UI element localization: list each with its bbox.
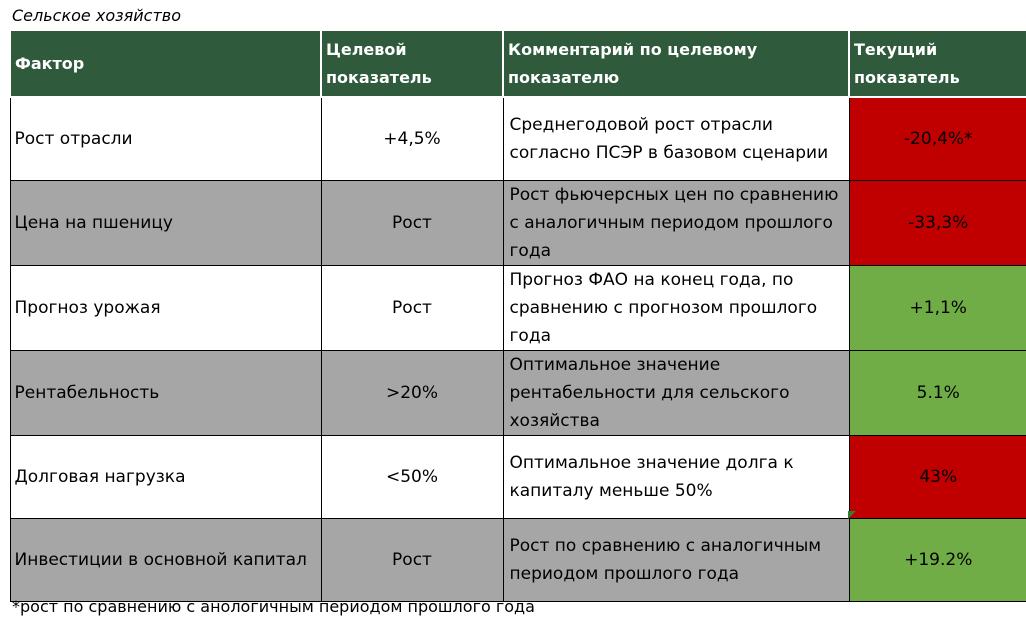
current-cell: -20,4%*	[849, 97, 1026, 180]
header-comment: Комментарий по целевому показателю	[503, 31, 849, 97]
cell-comment-indicator	[848, 511, 856, 519]
factor-table	[9, 31, 1026, 602]
target-cell: Рост	[321, 265, 503, 350]
target-cell: +4,5%	[321, 97, 503, 180]
table-row	[10, 97, 1026, 180]
comment-cell: Оптимальное значение долга к капиталу меньше 50%	[503, 435, 849, 518]
comment-cell: Оптимальное значение рентабельности для сельского хозяйства	[503, 350, 849, 435]
current-cell: +19.2%	[849, 518, 1026, 601]
factor-cell: Рост отрасли	[10, 97, 321, 180]
comment-cell: Рост фьючерсных цен по сравнению с аналогичным периодом прошлого года	[503, 180, 849, 265]
target-cell: <50%	[321, 435, 503, 518]
target-cell: >20%	[321, 350, 503, 435]
current-cell: 5.1%	[849, 350, 1026, 435]
factor-cell: Инвестиции в основной капитал	[10, 518, 321, 601]
table-row	[10, 180, 1026, 265]
header-current: Текущий показатель	[849, 31, 1026, 97]
current-cell: -33,3%	[849, 180, 1026, 265]
footnote: *рост по сравнению с анологичным периодом прошлого года	[12, 597, 535, 616]
target-cell: Рост	[321, 518, 503, 601]
current-cell: +1,1%	[849, 265, 1026, 350]
factor-cell: Прогноз урожая	[10, 265, 321, 350]
comment-cell: Рост по сравнению с аналогичным периодом прошлого года	[503, 518, 849, 601]
comment-cell: Среднегодовой рост отрасли согласно ПСЭР в базовом сценарии	[503, 97, 849, 180]
table-row	[10, 518, 1026, 601]
table-header-row	[10, 31, 1026, 97]
table-row	[10, 350, 1026, 435]
factor-cell: Долговая нагрузка	[10, 435, 321, 518]
factor-cell: Рентабельность	[10, 350, 321, 435]
factor-cell: Цена на пшеницу	[10, 180, 321, 265]
table-caption: Сельское хозяйство	[12, 6, 181, 25]
target-cell: Рост	[321, 180, 503, 265]
comment-cell: Прогноз ФАО на конец года, по сравнению с прогнозом прошлого года	[503, 265, 849, 350]
table-row	[10, 435, 1026, 518]
header-factor: Фактор	[10, 31, 321, 97]
current-cell: 43%	[849, 435, 1026, 518]
header-target: Целевой показатель	[321, 31, 503, 97]
table-row	[10, 265, 1026, 350]
